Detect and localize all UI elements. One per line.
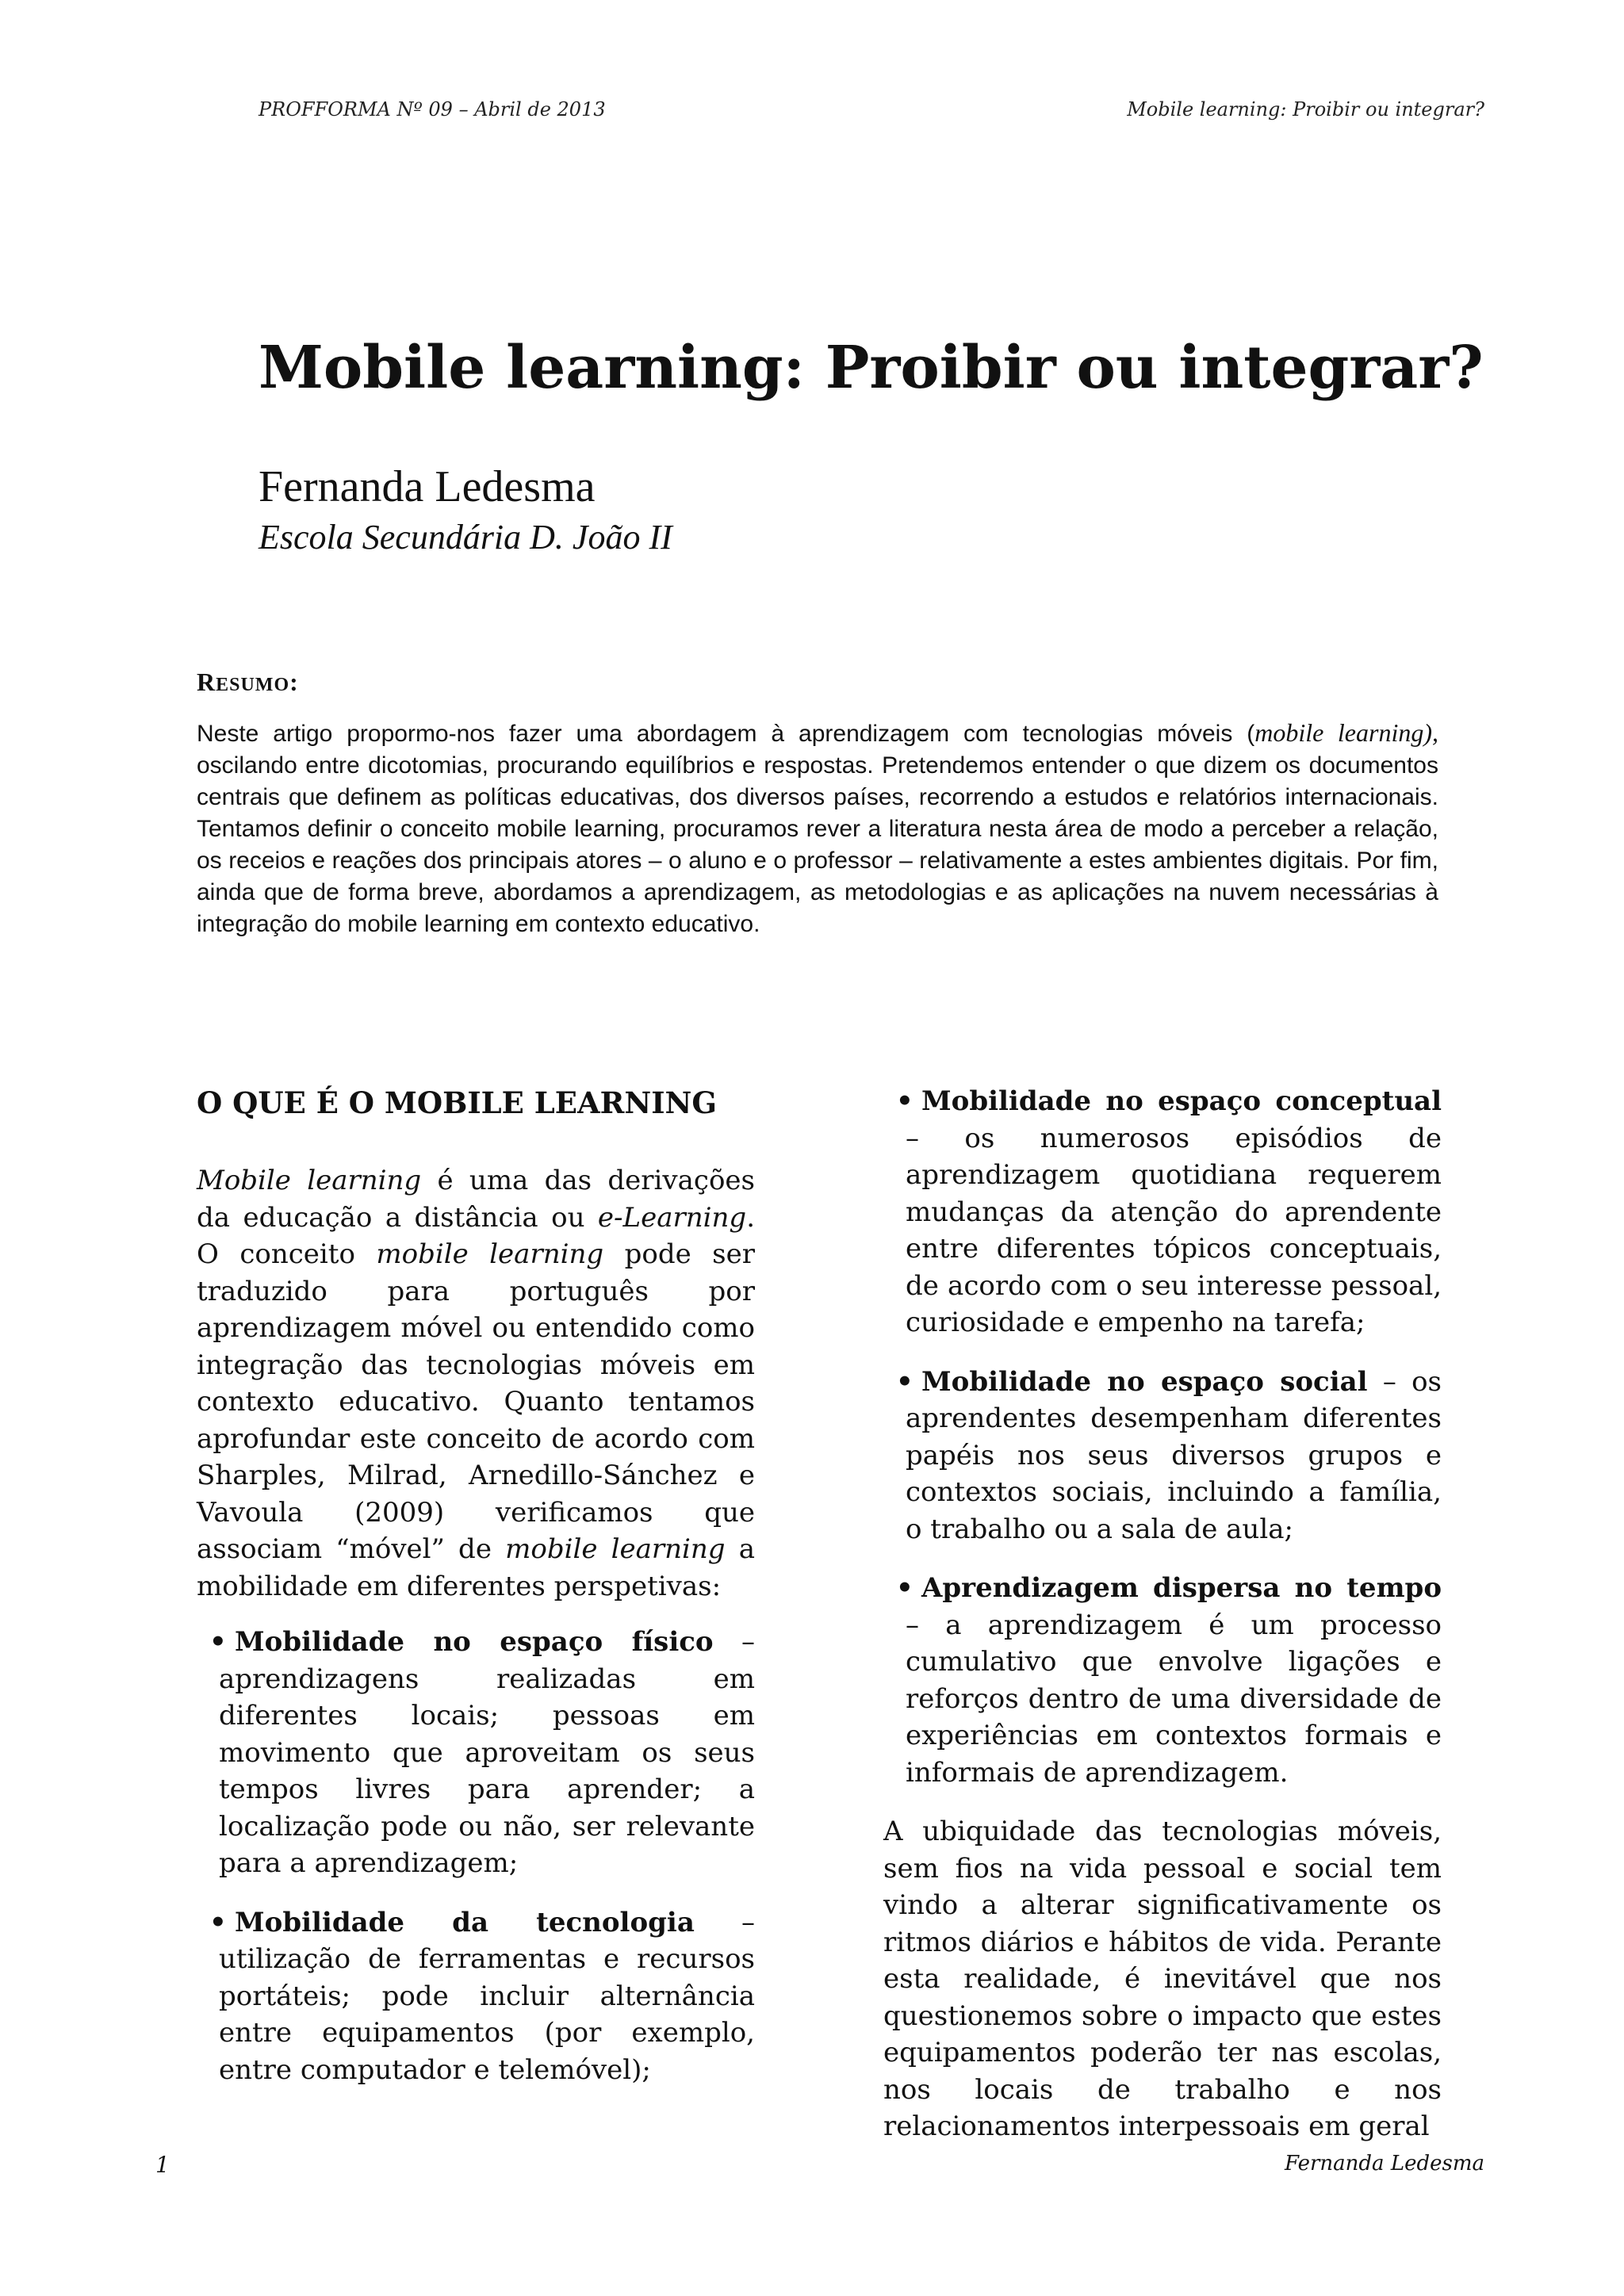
bullet-icon: • xyxy=(209,1906,227,1938)
intro-italic-4: mobile learning xyxy=(505,1533,726,1565)
abstract-heading xyxy=(197,668,299,697)
bullet-text: – aprendizagens realizadas em diferentes locais; pessoas em movimento que aproveitam os seus tempos livres para aprender; a localização pode ou não, ser relevante para a aprendizagem; xyxy=(219,1626,756,1879)
bullet-label: Mobilidade da tecnologia xyxy=(235,1906,695,1938)
intro-text-4: a mobilidade em diferentes perspetivas: xyxy=(197,1533,756,1602)
footer-author: Fernanda Ledesma xyxy=(1284,2152,1484,2175)
list-item xyxy=(883,1083,1442,1341)
right-bullet-list xyxy=(883,1083,1442,1791)
intro-paragraph xyxy=(197,1162,755,1605)
abstract-text xyxy=(197,717,1438,940)
list-item xyxy=(197,1624,755,1882)
left-bullet-list xyxy=(197,1624,755,2088)
bullet-label: Mobilidade no espaço físico xyxy=(235,1626,714,1658)
running-header-right: Mobile learning: Proibir ou integrar? xyxy=(1127,98,1484,121)
bullet-label: Mobilidade no espaço conceptual xyxy=(921,1085,1442,1117)
author-affiliation: Escola Secundária D. João II xyxy=(259,518,672,557)
bullet-icon: • xyxy=(896,1365,914,1398)
intro-italic-2: e-Learning xyxy=(597,1201,747,1234)
intro-italic-1: Mobile learning xyxy=(197,1165,422,1196)
bullet-text: – os aprendentes desempenham diferentes papéis nos seus diversos grupos e contextos sociais, incluindo a família, o trabalho ou a sala de aula; xyxy=(906,1365,1442,1545)
abstract-heading-rest: ESUMO xyxy=(216,675,290,695)
running-header-left: PROFFORMA Nº 09 – Abril de 2013 xyxy=(259,98,606,121)
list-item xyxy=(197,1904,755,2089)
author-name: Fernanda Ledesma xyxy=(259,462,596,511)
section-heading: O QUE É O MOBILE LEARNING xyxy=(197,1085,717,1120)
bullet-label: Mobilidade no espaço social xyxy=(921,1365,1368,1398)
article-title: Mobile learning: Proibir ou integrar? xyxy=(259,334,1484,402)
intro-text-3: pode ser traduzido para português por aprendizagem móvel ou entendido como integração das tecnologias móveis em contexto educativo. Quanto tentamos aprofundar este conceito de acordo com Sharples, Milrad, Arnedillo-Sánchez e Vavoula (2009) verificamos que associam “móvel” de xyxy=(197,1238,755,1565)
bullet-icon: • xyxy=(209,1626,227,1658)
bullet-text: – os numerosos episódios de aprendizagem quotidiana requerem mudanças da atenção do aprendente entre diferentes tópicos conceptuais, de acordo com o seu interesse pessoal, curiosidade e empenho na tarefa; xyxy=(906,1122,1442,1338)
bullet-text: – utilização de ferramentas e recursos portáteis; pode incluir alternância entre equipamentos (por exemplo, entre computador e telemóvel); xyxy=(219,1906,756,2086)
bullet-icon: • xyxy=(896,1085,914,1117)
body-paragraph: A ubiquidade das tecnologias móveis, sem fios na vida pessoal e social tem vindo a alterar significativamente os ritmos diários e hábitos de vida. Perante esta realidade, é inevitável que nos questionemos sobre o impacto que estes equipamentos poderão ter nas escolas, nos locais de trabalho e nos relacionamentos interpessoais em geral xyxy=(883,1816,1442,2142)
abstract-text-part-2: oscilando entre dicotomias, procurando equilíbrios e respostas. Pretendemos entender o que dizem os documentos centrais que definem as políticas educativas, dos diversos países, recorrendo a estudos e relatórios internacionais. Tentamos definir o conceito mobile learning, procuramos rever a literatura nesta área de modo a perceber a relação, os receios e reações dos principais atores – o aluno e o professor – relativamente a estes ambientes digitais. Por fim, ainda que de forma breve, abordamos a aprendizagem, as metodologias e as aplicações na nuvem necessárias à integração do mobile learning em contexto educativo. xyxy=(197,752,1438,937)
list-item xyxy=(883,1364,1442,1548)
right-column xyxy=(883,1083,1442,2145)
bullet-label: Aprendizagem dispersa no tempo xyxy=(921,1572,1442,1604)
left-column xyxy=(197,1083,755,2110)
list-item xyxy=(883,1570,1442,1791)
intro-italic-3: mobile learning xyxy=(376,1238,604,1270)
abstract-heading-colon: : xyxy=(289,668,299,696)
abstract-heading-initial: R xyxy=(197,668,216,696)
bullet-icon: • xyxy=(896,1572,914,1604)
intro-text-2: . O conceito xyxy=(197,1201,755,1270)
abstract-italic-term: mobile learning), xyxy=(1254,718,1438,747)
bullet-text: – a aprendizagem é um processo cumulativo que envolve ligações e reforços dentro de uma diversidade de experiências em contextos formais e informais de aprendizagem. xyxy=(906,1609,1442,1789)
page-number: 1 xyxy=(155,2152,170,2178)
intro-text-1: é uma das derivações da educação a distância ou xyxy=(197,1165,755,1234)
abstract-text-part-1: Neste artigo propormo-nos fazer uma abordagem à aprendizagem com tecnologias móveis ( xyxy=(197,721,1255,747)
